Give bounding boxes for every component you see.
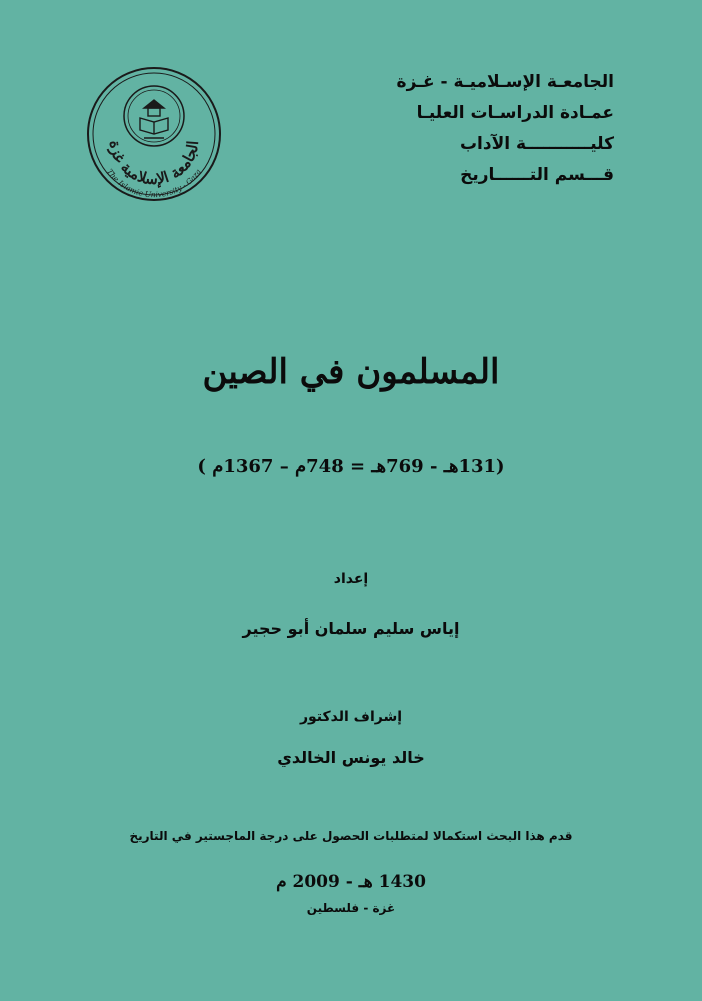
submission-place: غزة - فلسطين bbox=[306, 901, 396, 915]
deanship-name: عمـادة الدراسـات العليـا bbox=[416, 103, 614, 123]
seal-english-lettering: The Islamic University - Gaza bbox=[105, 167, 203, 200]
university-seal-logo bbox=[84, 64, 224, 204]
department-name: قـــسم التــــــاريخ bbox=[460, 165, 614, 185]
degree-requirement-note: قدم هذا البحث استكمالا لمتطلبات الحصول على درجة الماجستير في التاريخ bbox=[129, 829, 573, 843]
supervisor-label: إشراف الدكتور bbox=[299, 709, 403, 725]
prepared-by-label: إعداد bbox=[333, 571, 369, 587]
thesis-title: المسلمون في الصين bbox=[202, 352, 500, 392]
author-name: إياس سليم سلمان أبو حجير bbox=[242, 619, 460, 638]
submission-year: 1430 هـ - 2009 م bbox=[276, 872, 426, 892]
supervisor-name: خالد يونس الخالدي bbox=[277, 748, 425, 767]
seal-book-icon bbox=[140, 100, 168, 138]
university-name: الجامعـة الإسـلاميـة - غـزة bbox=[396, 72, 614, 92]
seal-arabic-lettering: الجامعة الإسلامية غزة bbox=[105, 139, 203, 189]
seal-svg bbox=[84, 64, 224, 204]
institution-header bbox=[354, 72, 614, 196]
thesis-date-range: (131هـ - 769هـ = 748م – 1367م ) bbox=[197, 456, 505, 477]
faculty-name: كليـــــــــــة الآداب bbox=[459, 134, 614, 154]
